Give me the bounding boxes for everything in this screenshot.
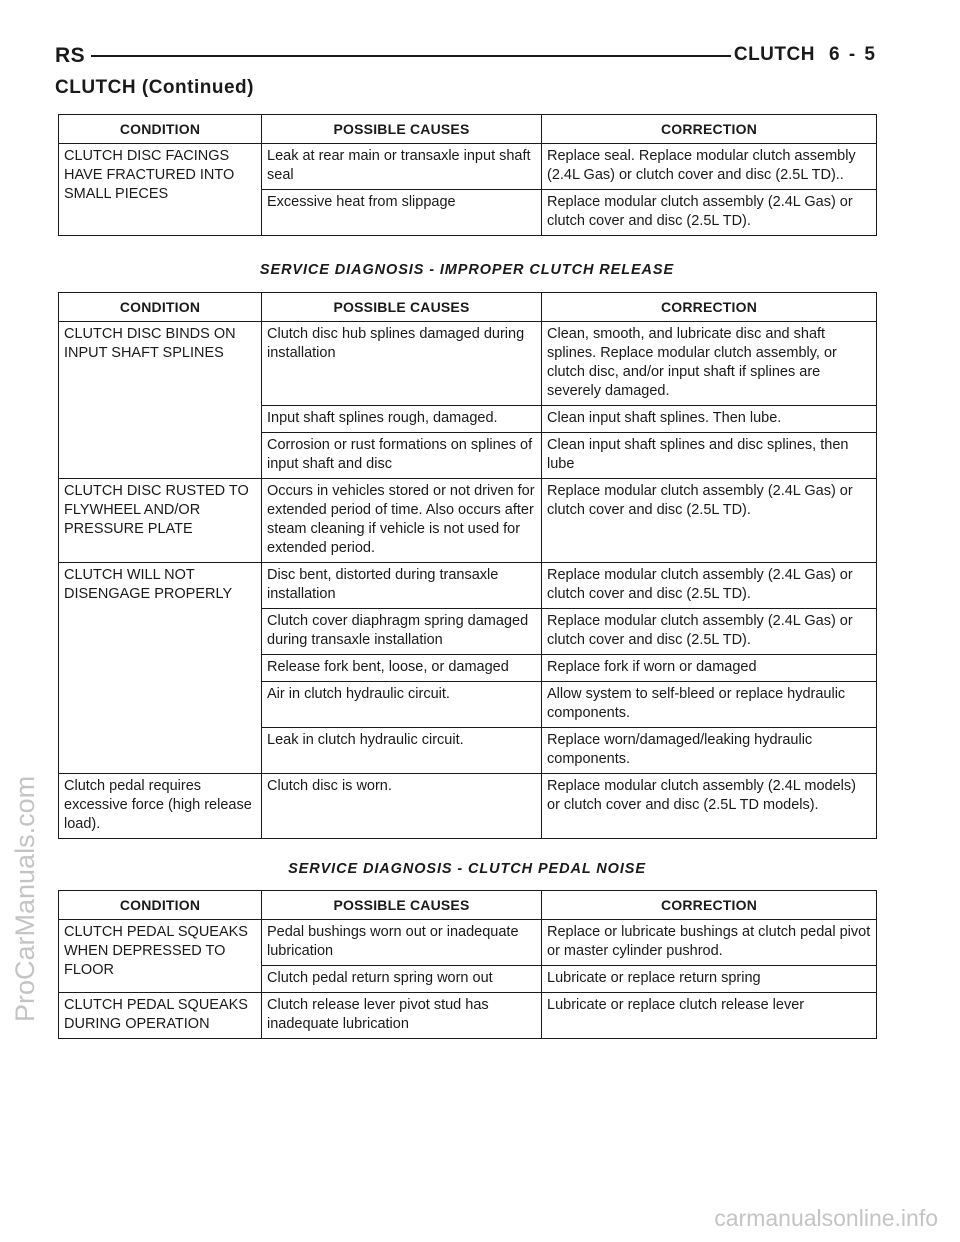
column-header: POSSIBLE CAUSES <box>262 115 542 144</box>
column-header: CONDITION <box>59 115 262 144</box>
cause-cell: Excessive heat from slippage <box>262 190 542 236</box>
header-rule <box>91 55 731 57</box>
diagnosis-table-pedal-noise <box>58 890 877 1039</box>
page-header <box>55 44 877 70</box>
page-number: 6 - 5 <box>828 44 877 65</box>
correction-cell: Allow system to self-bleed or replace hydraulic components. <box>542 682 877 728</box>
cause-cell: Leak at rear main or transaxle input shaft seal <box>262 144 542 190</box>
cause-cell: Occurs in vehicles stored or not driven for extended period of time. Also occurs after steam cleaning if vehicle is not used for extended period. <box>262 479 542 563</box>
watermark-carmanualsonline: carmanualsonline.info <box>714 1205 938 1231</box>
condition-cell: CLUTCH PEDAL SQUEAKS DURING OPERATION <box>59 993 262 1039</box>
correction-cell: Replace fork if worn or damaged <box>542 655 877 682</box>
cause-cell: Clutch disc is worn. <box>262 774 542 839</box>
table-row <box>59 479 877 563</box>
column-header: CORRECTION <box>542 293 877 322</box>
manual-code: RS <box>55 44 86 67</box>
cause-cell: Input shaft splines rough, damaged. <box>262 406 542 433</box>
diagnosis-table-improper-release <box>58 292 877 839</box>
correction-cell: Replace modular clutch assembly (2.4L Gas) or clutch cover and disc (2.5L TD). <box>542 563 877 609</box>
cause-cell: Corrosion or rust formations on splines of input shaft and disc <box>262 433 542 479</box>
correction-cell: Lubricate or replace return spring <box>542 966 877 993</box>
cause-cell: Clutch cover diaphragm spring damaged during transaxle installation <box>262 609 542 655</box>
section-title-pedal-noise: SERVICE DIAGNOSIS - CLUTCH PEDAL NOISE <box>288 861 646 877</box>
table-row <box>59 920 877 966</box>
cause-cell: Leak in clutch hydraulic circuit. <box>262 728 542 774</box>
correction-cell: Replace modular clutch assembly (2.4L Gas) or clutch cover and disc (2.5L TD). <box>542 609 877 655</box>
column-header: CORRECTION <box>542 891 877 920</box>
condition-cell: CLUTCH DISC FACINGS HAVE FRACTURED INTO SMALL PIECES <box>59 144 262 236</box>
cause-cell: Pedal bushings worn out or inadequate lubrication <box>262 920 542 966</box>
section-name: CLUTCH <box>733 44 815 65</box>
correction-cell: Clean, smooth, and lubricate disc and shaft splines. Replace modular clutch assembly, or clutch disc, and/or input shaft if splines are severely damaged. <box>542 322 877 406</box>
table-row <box>59 563 877 609</box>
column-header: CORRECTION <box>542 115 877 144</box>
condition-cell: CLUTCH DISC RUSTED TO FLYWHEEL AND/OR PRESSURE PLATE <box>59 479 262 563</box>
diagnosis-table-fractured-facings <box>58 114 877 236</box>
cause-cell: Disc bent, distorted during transaxle installation <box>262 563 542 609</box>
table-header-row <box>59 293 877 322</box>
correction-cell: Clean input shaft splines and disc splines, then lube <box>542 433 877 479</box>
header-right <box>734 44 877 66</box>
condition-cell: CLUTCH PEDAL SQUEAKS WHEN DEPRESSED TO FLOOR <box>59 920 262 993</box>
correction-cell: Replace modular clutch assembly (2.4L Gas) or clutch cover and disc (2.5L TD). <box>542 479 877 563</box>
correction-cell: Replace worn/damaged/leaking hydraulic components. <box>542 728 877 774</box>
column-header: CONDITION <box>59 891 262 920</box>
column-header: POSSIBLE CAUSES <box>262 293 542 322</box>
table-row <box>59 774 877 839</box>
correction-cell: Replace modular clutch assembly (2.4L models) or clutch cover and disc (2.5L TD models). <box>542 774 877 839</box>
cause-cell: Clutch disc hub splines damaged during installation <box>262 322 542 406</box>
condition-cell: Clutch pedal requires excessive force (high release load). <box>59 774 262 839</box>
correction-cell: Replace seal. Replace modular clutch assembly (2.4L Gas) or clutch cover and disc (2.5L TD).. <box>542 144 877 190</box>
column-header: POSSIBLE CAUSES <box>262 891 542 920</box>
table-header-row <box>59 115 877 144</box>
table-row <box>59 322 877 406</box>
condition-cell: CLUTCH WILL NOT DISENGAGE PROPERLY <box>59 563 262 774</box>
cause-cell: Air in clutch hydraulic circuit. <box>262 682 542 728</box>
section-title-improper-release: SERVICE DIAGNOSIS - IMPROPER CLUTCH RELEASE <box>259 262 675 278</box>
cause-cell: Clutch pedal return spring worn out <box>262 966 542 993</box>
correction-cell: Replace or lubricate bushings at clutch pedal pivot or master cylinder pushrod. <box>542 920 877 966</box>
page-subtitle: CLUTCH (Continued) <box>55 77 254 98</box>
cause-cell: Release fork bent, loose, or damaged <box>262 655 542 682</box>
correction-cell: Clean input shaft splines. Then lube. <box>542 406 877 433</box>
condition-cell: CLUTCH DISC BINDS ON INPUT SHAFT SPLINES <box>59 322 262 479</box>
watermark-procarmanuals: ProCarManuals.com <box>10 775 40 1022</box>
cause-cell: Clutch release lever pivot stud has inadequate lubrication <box>262 993 542 1039</box>
correction-cell: Replace modular clutch assembly (2.4L Gas) or clutch cover and disc (2.5L TD). <box>542 190 877 236</box>
table-row <box>59 144 877 190</box>
correction-cell: Lubricate or replace clutch release lever <box>542 993 877 1039</box>
table-row <box>59 993 877 1039</box>
table-header-row <box>59 891 877 920</box>
column-header: CONDITION <box>59 293 262 322</box>
